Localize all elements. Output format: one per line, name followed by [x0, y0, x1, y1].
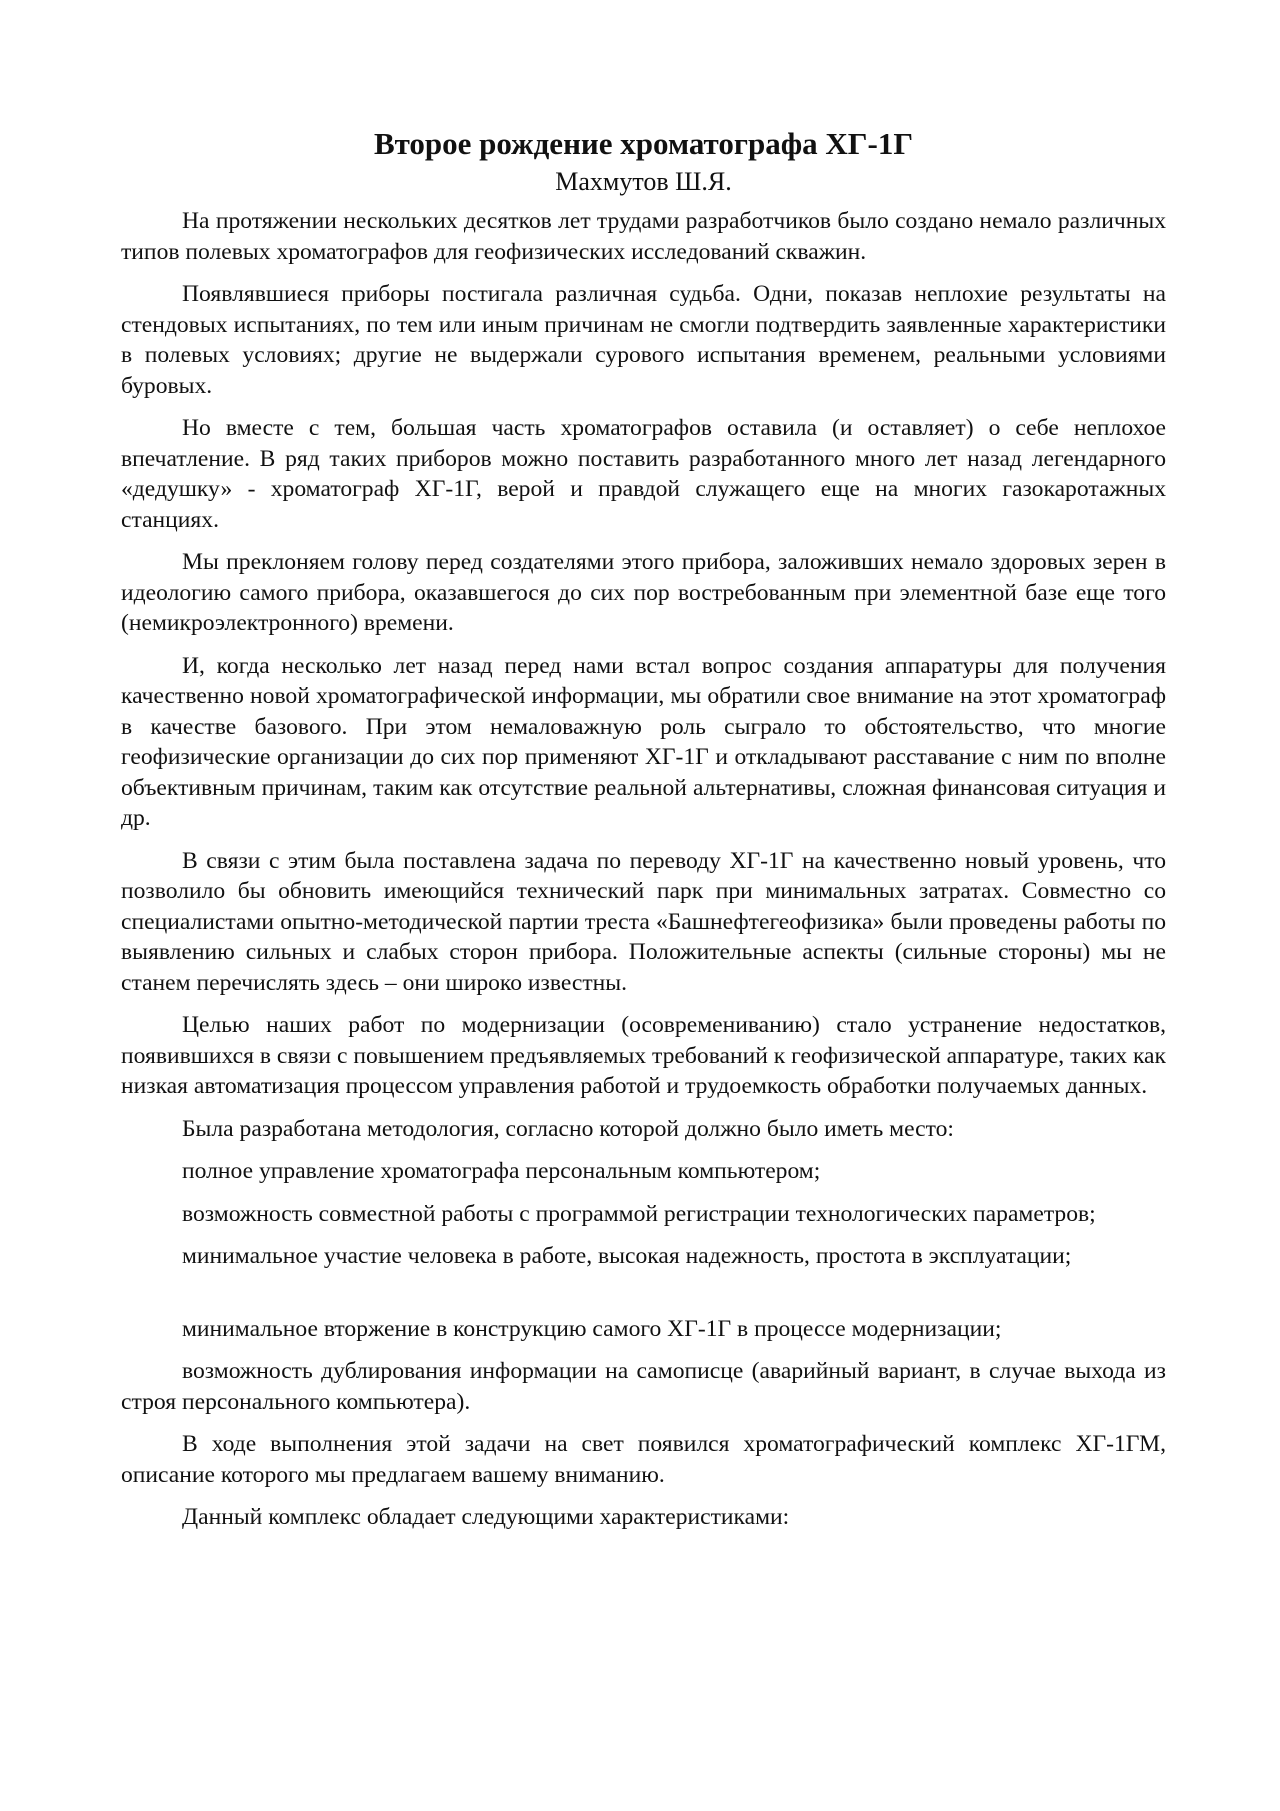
paragraph: Появлявшиеся приборы постигала различная судьба. Одни, показав неплохие результаты на стендовых испытаниях, по тем или иным причинам не смогли подтвердить заявленные характеристики в полевых условиях; другие не выдержали сурового испытания временем, реальными условиями буровых.: [121, 281, 1166, 399]
document-author: Махмутов Ш.Я.: [555, 167, 732, 196]
paragraph: В ходе выполнения этой задачи на свет появился хроматографический комплекс ХГ-1ГМ, описание которого мы предлагаем вашему вниманию.: [121, 1431, 1166, 1488]
paragraph: Мы преклоняем голову перед создателями этого прибора, заложивших немало здоровых зерен в идеологию самого прибора, оказавшегося до сих пор востребованным при элементной базе еще того (немикроэлектронного) времени.: [121, 549, 1166, 636]
document-title: Второе рождение хроматографа ХГ-1Г: [373, 126, 914, 161]
paragraph: Данный комплекс обладает следующими характеристиками:: [182, 1504, 790, 1530]
list-item: полное управление хроматографа персональным компьютером;: [182, 1158, 821, 1184]
paragraph: И, когда несколько лет назад перед нами встал вопрос создания аппаратуры для получения качественно новой хроматографической информации, мы обратили свое внимание на этот хроматограф в качестве базового. При этом немаловажную роль сыграло то обстоятельство, что многие геофизические организации до сих пор применяют ХГ-1Г и откладывают расставание с ним по вполне объективным причинам, таким как отсутствие реальной альтернативы, сложная финансовая ситуация и др.: [121, 652, 1166, 831]
paragraph: На протяжении нескольких десятков лет трудами разработчиков было создано немало различных типов полевых хроматографов для геофизических исследований скважин.: [121, 208, 1166, 265]
document-body: [121, 124, 1166, 1545]
list-item: минимальное участие человека в работе, высокая надежность, простота в эксплуатации;: [182, 1243, 1072, 1269]
paragraph: Но вместе с тем, большая часть хроматографов оставила (и оставляет) о себе неплохое впечатление. В ряд таких приборов можно поставить разработанного много лет назад легендарного «дедушку» - хроматограф ХГ-1Г, верой и правдой служащего еще на многих газокаротажных станциях.: [121, 415, 1166, 533]
paragraph: В связи с этим была поставлена задача по переводу ХГ-1Г на качественно новый уровень, что позволило бы обновить имеющийся технический парк при минимальных затратах. Совместно со специалистами опытно-методической партии треста «Башнефтегеофизика» были проведены работы по выявлению сильных и слабых сторон прибора. Положительные аспекты (сильные стороны) мы не станем перечислять здесь – они широко известны.: [121, 847, 1166, 996]
list-item: минимальное вторжение в конструкцию самого ХГ-1Г в процессе модернизации;: [182, 1315, 1002, 1342]
list-item: возможность дублирования информации на самописце (аварийный вариант, в случае выхода из строя персонального компьютера).: [121, 1358, 1166, 1415]
paragraph: Целью наших работ по модернизации (осовремениванию) стало устранение недостатков, появившихся в связи с повышением предъявляемых требований к геофизической аппаратуре, таких как низкая автоматизация процессом управления работой и трудоемкость обработки получаемых данных.: [121, 1012, 1166, 1099]
paragraph: Была разработана методология, согласно которой должно было иметь место:: [182, 1115, 954, 1142]
list-item: возможность совместной работы с программой регистрации технологических параметров;: [182, 1200, 1096, 1227]
